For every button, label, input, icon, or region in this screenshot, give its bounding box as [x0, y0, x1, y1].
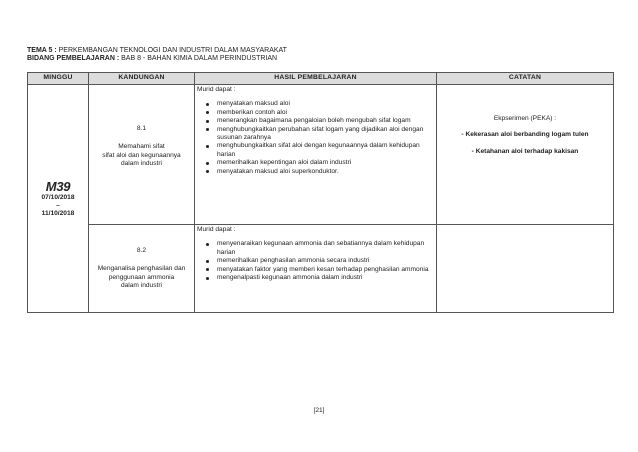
catatan-title: Ekpserimen (PEKA) :	[493, 115, 557, 122]
column-header-minggu: MINGGU	[28, 73, 89, 85]
lesson-plan-table	[27, 72, 614, 313]
bidang-heading	[27, 54, 277, 63]
list-item: menerangkan bagaimana pengaloian boleh mengubah sifat logam	[217, 117, 434, 125]
kandungan-line: Menganalisa penghasilan dan	[97, 265, 186, 273]
bidang-label: BIDANG PEMBELAJARAN :	[27, 55, 120, 62]
tema-text: PERKEMBANGAN TEKNOLOGI DAN INDUSTRI DALAM MASYARAKAT	[58, 47, 287, 54]
hasil-intro: Murid dapat :	[197, 86, 236, 93]
catatan-item: - Ketahanan aloi terhadap kakisan	[471, 147, 579, 155]
column-header-kandungan: KANDUNGAN	[89, 73, 195, 85]
list-item: mengenalpasti kegunaan ammonia dalam industri	[217, 274, 434, 282]
kandungan-number: 8.1	[136, 125, 147, 132]
column-header-hasil: HASIL PEMBELAJARAN	[195, 73, 437, 85]
kandungan-line: sifat aloi dan kegunaannya	[102, 151, 181, 159]
hasil-list	[197, 240, 434, 282]
catatan-item: - Kekerasan aloi berbanding logam tulen	[461, 131, 589, 139]
week-date-dash: –	[56, 201, 60, 209]
kandungan-line: Memahami sifat	[118, 143, 165, 151]
list-item: menghubungkaitkan sifat aloi dengan kegunaannya dalam kehidupan harian	[217, 142, 434, 159]
list-item: menghubungkaitkan perubahan sifat logam yang dijadikan aloi dengan susunan zarahnya	[217, 126, 434, 143]
week-code: M39	[45, 178, 71, 194]
week-date-start: 07/10/2018	[41, 193, 75, 201]
table-row	[28, 85, 614, 225]
list-item: memerihalkan penghasilan ammonia secara industri	[217, 257, 434, 265]
catatan-cell	[437, 85, 614, 225]
kandungan-line: dalam industri	[120, 160, 163, 168]
list-item: memerihalkan kepentingan aloi dalam industri	[217, 159, 434, 167]
list-item: menyenaraikan kegunaan ammonia dan sebatiannya dalam kehidupan harian	[217, 240, 434, 257]
week-date-end: 11/10/2018	[41, 209, 75, 217]
list-item: memberikan contoh aloi	[217, 109, 434, 117]
kandungan-number: 8.2	[136, 247, 147, 254]
list-item: menyatakan maksud aloi superkonduktor.	[217, 168, 434, 176]
minggu-cell	[28, 85, 89, 313]
hasil-intro: Murid dapat :	[197, 226, 236, 233]
kandungan-cell	[89, 85, 195, 225]
kandungan-line: penggunaan ammonia	[108, 273, 175, 281]
table-header-row	[28, 73, 614, 85]
page-number: [21]	[313, 407, 325, 414]
hasil-cell	[195, 85, 437, 225]
catatan-cell-empty	[437, 225, 614, 313]
kandungan-cell	[89, 225, 195, 313]
kandungan-line: dalam industri	[120, 282, 163, 290]
hasil-list	[197, 100, 434, 176]
table-row	[28, 225, 614, 313]
bidang-text: BAB 8 - BAHAN KIMIA DALAM PERINDUSTRIAN	[121, 55, 278, 62]
list-item: menyatakan maksud aloi	[217, 100, 434, 108]
hasil-cell	[195, 225, 437, 313]
list-item: menyatakan faktor yang memberi kesan terhadap penghasilan ammonia	[217, 266, 434, 274]
column-header-catatan: CATATAN	[437, 73, 614, 85]
tema-label: TEMA 5 :	[27, 47, 57, 54]
